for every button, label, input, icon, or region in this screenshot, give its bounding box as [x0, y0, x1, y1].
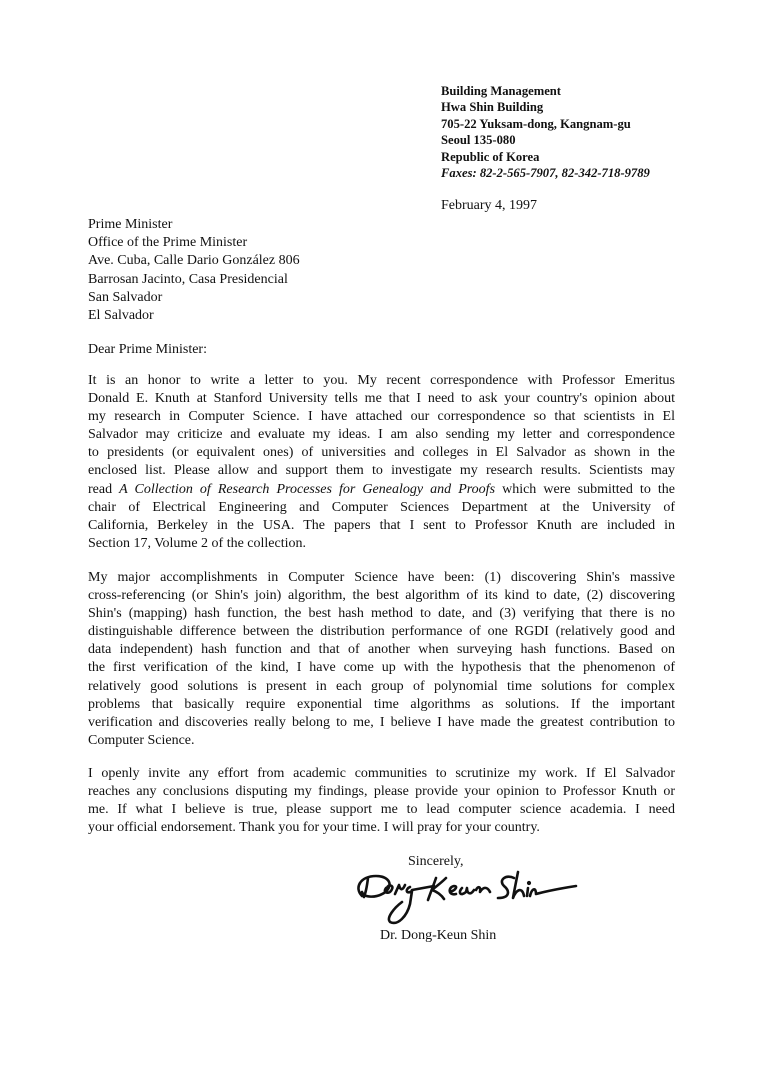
paragraph-line: It is an honor to write a letter to you. My recent correspondence with Professor Emeritus	[88, 373, 675, 388]
sender-fax-line	[441, 165, 650, 181]
body-paragraph-3	[88, 765, 675, 837]
signer-name: Dr. Dong-Keun Shin	[380, 928, 497, 943]
recipient-line: San Salvador	[88, 289, 163, 305]
paragraph-line: I openly invite any effort from academic communities to scrutinize my work. If El Salvador	[88, 766, 675, 781]
sender-line: Republic of Korea	[441, 149, 540, 164]
paragraph-line: to presidents (or equivalent ones) of universities and colleges in El Salvador as shown in the	[88, 445, 675, 461]
paragraph-line: Section 17, Volume 2 of the collection.	[88, 535, 307, 551]
salutation: Dear Prime Minister:	[88, 342, 207, 357]
paragraph-line: relatively good solutions is present in each group of polynomial time solutions for complex	[88, 678, 675, 694]
paragraph-line: data independent) hash function and that of another when surveying hash functions. Based on	[88, 642, 675, 658]
closing: Sincerely,	[408, 854, 464, 869]
paragraph-line: the first verification of the kind, I have come up with the hypothesis that the phenomenon of	[88, 660, 675, 676]
paragraph-line: problems that basically require exponential time algorithms as solutions. If the important	[88, 696, 675, 712]
letter-date: February 4, 1997	[441, 198, 538, 213]
text-fragment: which were submitted to the	[495, 481, 675, 497]
sender-line: Hwa Shin Building	[441, 100, 544, 115]
sender-address-block	[441, 83, 650, 181]
collection-title: A Collection of Research Processes for Genealogy and Proofs	[119, 481, 496, 497]
sender-line: Building Management	[441, 84, 562, 98]
paragraph-line: me. If what I believe is true, please support me to lead computer science academia. I need	[88, 802, 675, 818]
fax-numbers: 82-2-565-7907, 82-342-718-9789	[476, 166, 650, 181]
body-paragraph-2	[88, 569, 675, 750]
paragraph-line-with-title	[88, 481, 675, 499]
recipient-line: Ave. Cuba, Calle Dario González 806	[88, 253, 300, 269]
paragraph-line: chair of Electrical Engineering and Computer Sciences Department at the University of	[88, 499, 675, 515]
paragraph-line: Donald E. Knuth at Stanford University tells me that I need to ask your country's opinion about	[88, 391, 675, 407]
paragraph-line: verification and discoveries really belong to me, I believe I have made the greatest contribution to	[88, 714, 675, 730]
paragraph-line: your official endorsement. Thank you for your time. I will pray for your country.	[88, 820, 540, 836]
fax-label: Faxes:	[441, 166, 477, 181]
paragraph-line: reaches any conclusions disputing my findings, please provide your opinion to Professor Knuth or	[88, 784, 675, 800]
paragraph-line: Salvador may criticize and evaluate my ideas. I am also sending my letter and correspondence	[88, 427, 675, 443]
sender-line: 705-22 Yuksam-dong, Kangnam-gu	[441, 116, 631, 131]
recipient-line: Office of the Prime Minister	[88, 235, 248, 251]
recipient-line: Prime Minister	[88, 217, 173, 232]
paragraph-line: my research in Computer Science. I have attached our correspondence so that scientists in El	[88, 409, 675, 425]
paragraph-line: Computer Science.	[88, 732, 195, 748]
paragraph-line: My major accomplishments in Computer Science have been: (1) discovering Shin's massive	[88, 570, 675, 585]
paragraph-line: Shin's (mapping) hash function, the best hash method to date, and (3) verifying that there is no	[88, 606, 675, 622]
recipient-line: El Salvador	[88, 308, 154, 324]
paragraph-line: cross-referencing (or Shin's join) algorithm, the best algorithm of its kind to date, (2) discovering	[88, 588, 675, 604]
paragraph-line: California, Berkeley in the USA. The papers that I sent to Professor Knuth are included in	[88, 517, 675, 533]
handwritten-signature	[350, 866, 580, 928]
paragraph-line: enclosed list. Please allow and support them to investigate my research results. Scientists may	[88, 463, 675, 479]
text-fragment: read	[88, 481, 120, 497]
recipient-line: Barrosan Jacinto, Casa Presidencial	[88, 271, 288, 287]
sender-line: Seoul 135-080	[441, 133, 516, 148]
paragraph-line: distinguishable difference between the distribution performance of one RGDI (relatively good and	[88, 624, 675, 640]
recipient-address-block	[88, 216, 300, 325]
body-paragraph-1	[88, 372, 675, 553]
